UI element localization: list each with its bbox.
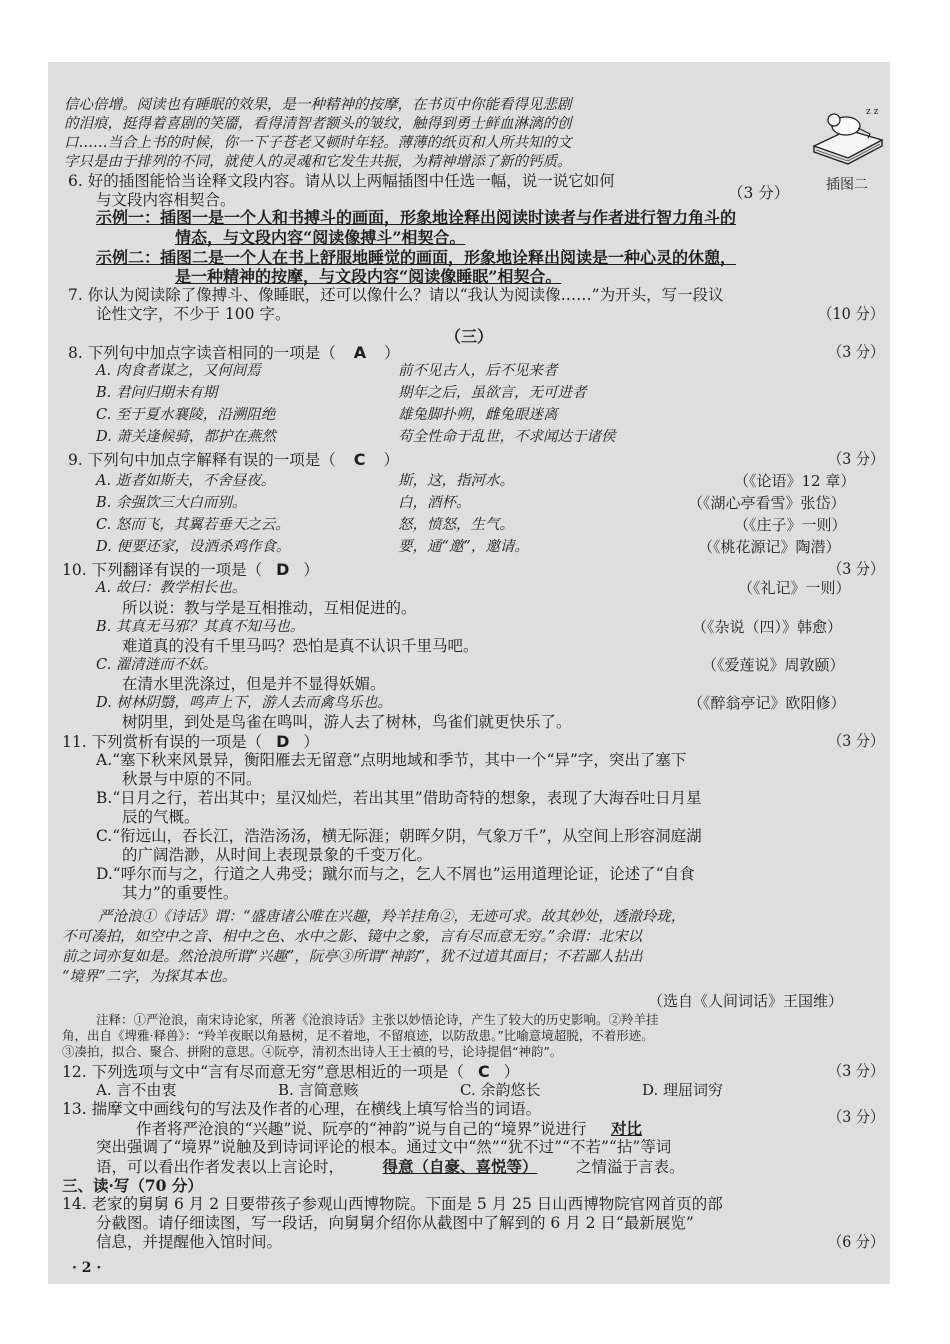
q10-option-translation: 树阴里，到处是鸟雀在鸣叫，游人去了树林，鸟雀们就更快乐了。 bbox=[122, 713, 572, 731]
book-sleeper-illustration bbox=[808, 100, 886, 168]
q10-stem bbox=[62, 560, 319, 580]
q9-option-gloss: 要，通“邀”，邀请。 bbox=[398, 539, 529, 555]
q9-score: （3 分） bbox=[828, 450, 885, 468]
q10-option-source: （《醉翁亭记》欧阳修） bbox=[688, 694, 846, 712]
q8-stem-text: 8. 下列句中加点字读音相同的一项是（ bbox=[68, 344, 336, 362]
q10-option-translation: 在清水里洗涤过，但是并不显得妖媚。 bbox=[122, 675, 386, 693]
q9-option: B. 余强饮三大白而别。 bbox=[96, 495, 247, 511]
q8-close: ） bbox=[384, 344, 400, 362]
q6-score: （3 分） bbox=[728, 184, 790, 202]
q11-answer: D bbox=[276, 732, 290, 751]
q9-stem bbox=[68, 450, 399, 470]
q14-stem: 14. 老家的舅舅 6 月 2 日要带孩子参观山西博物院。下面是 5 月 25 日山西博物院官网首页的部 bbox=[62, 1195, 723, 1213]
illustration-caption: 插图二 bbox=[826, 177, 868, 193]
q8-option-left: B. 君问归期未有期 bbox=[96, 385, 218, 401]
q12-score: （3 分） bbox=[828, 1062, 885, 1080]
q13-sentence-text: 作者将严沧浪的“兴趣”说、阮亭的“神韵”说与自己的“境界”说进行 bbox=[136, 1120, 587, 1138]
q11-stem bbox=[62, 732, 319, 752]
q9-option: D. 便要还家，设酒杀鸡作食。 bbox=[96, 539, 291, 555]
q8-option-left: D. 萧关逢候骑，都护在燕然 bbox=[96, 429, 276, 445]
q11-score: （3 分） bbox=[828, 732, 885, 750]
q6-example2-cont: 是一种精神的按摩，与文段内容“阅读像睡眠”相契合。 bbox=[175, 267, 562, 286]
section-three-header: （三） bbox=[444, 327, 493, 346]
q11-option: B.“日月之行，若出其中；星汉灿烂，若出其里”借助奇特的想象，表现了大海吞吐日月星 bbox=[96, 789, 702, 807]
q10-option: A. 故曰：教学相长也。 bbox=[96, 580, 247, 596]
q9-answer: C bbox=[353, 450, 366, 469]
q12-option: B. 言简意赅 bbox=[278, 1081, 359, 1099]
q13-blank2: 得意（自豪、喜悦等） bbox=[382, 1157, 538, 1176]
q12-option: C. 余韵悠长 bbox=[460, 1081, 541, 1099]
q8-option-right: 雄兔脚扑朔，雌兔眼迷离 bbox=[398, 407, 558, 423]
reading-note: 注释：①严沧浪，南宋诗论家，所著《沧浪诗话》主张以妙悟论诗，产生了较大的历史影响。②羚羊挂 bbox=[96, 1012, 659, 1027]
section-read-write-header: 三、读·写（70 分） bbox=[62, 1176, 203, 1195]
passage-line: 的泪痕，挺得着喜剧的笑靥，看得清智者额头的皱纹，触得到勇士鲜血淋漓的创 bbox=[64, 116, 572, 132]
q8-answer: A bbox=[353, 343, 367, 362]
q12-stem bbox=[62, 1062, 519, 1082]
q10-stem-text: 10. 下列翻译有误的一项是（ bbox=[62, 561, 263, 579]
exam-page bbox=[48, 62, 890, 1284]
q10-option-source: （《杂说（四）》韩愈） bbox=[692, 618, 843, 636]
passage-line: 信心倍增。阅读也有睡眠的效果，是一种精神的按摩，在书页中你能看得见悲剧 bbox=[64, 97, 572, 113]
q7-stem: 7. 你认为阅读除了像搏斗、像睡眠，还可以像什么？请以“我认为阅读像……”为开头，写一段议 bbox=[68, 286, 724, 304]
q9-option-gloss: 怒，愤怒，生气。 bbox=[398, 517, 514, 533]
q10-option-source: （《礼记》一则） bbox=[738, 579, 851, 597]
q6-example1: 示例一：插图一是一个人和书搏斗的画面，形象地诠释出阅读时读者与作者进行智力角斗的 bbox=[96, 208, 737, 227]
q12-option: D. 理屈词穷 bbox=[642, 1081, 724, 1099]
q13-sentence-tail: 之情溢于言表。 bbox=[576, 1158, 685, 1176]
q8-option-right: 期年之后，虽欲言，无可进者 bbox=[398, 385, 587, 401]
q9-option-source: （《庄子》一则） bbox=[734, 516, 847, 534]
q10-close: ） bbox=[303, 561, 319, 579]
reading-line: 不可凑拍，如空中之音、相中之色、水中之影、镜中之象，言有尽而意无穷。”余谓：北宋以 bbox=[62, 929, 643, 945]
q10-answer: D bbox=[276, 560, 290, 579]
q11-option-cont: 其力”的重要性。 bbox=[122, 884, 239, 902]
q9-option-gloss: 斯，这，指河水。 bbox=[398, 473, 514, 489]
q11-option-cont: 的广阔浩渺，从时间上表现景象的千变万化。 bbox=[122, 846, 433, 864]
q11-option-cont: 辰的气概。 bbox=[122, 808, 200, 826]
q10-option-translation: 难道真的没有千里马吗？恐怕是真不认识千里马吧。 bbox=[122, 637, 479, 655]
q13-stem: 13. 揣摩文中画线句的写法及作者的心理，在横线上填写恰当的词语。 bbox=[62, 1100, 542, 1118]
reading-note: 角，出自《埤雅·释兽》：“羚羊夜眠以角悬树，足不着地，不留痕迹，以防敌患。”比喻意境超脱，不着形迹。 bbox=[62, 1028, 654, 1043]
q7-score: （10 分） bbox=[818, 305, 885, 323]
q11-option: A.“塞下秋来风景异，衡阳雁去无留意”点明地域和季节，其中一个“异”字，突出了塞下 bbox=[96, 751, 687, 769]
q12-answer: C bbox=[477, 1062, 490, 1081]
reading-note: ③凑拍，拟合、聚合、拼附的意思。④阮亭，清初杰出诗人王士禛的号，论诗提倡“神韵”。 bbox=[62, 1044, 563, 1059]
q10-score: （3 分） bbox=[828, 560, 885, 578]
q6-example1-cont: 情态，与文段内容“阅读像搏斗”相契合。 bbox=[175, 228, 466, 247]
q9-close: ） bbox=[383, 451, 399, 469]
reading-line: “境界”二字，为探其本也。 bbox=[62, 969, 237, 985]
q6-stem-cont: 与文段内容相契合。 bbox=[96, 191, 236, 209]
q14-stem-cont: 信息，并提醒他入馆时间。 bbox=[96, 1233, 283, 1251]
q11-option-cont: 秋景与中原的不同。 bbox=[122, 770, 262, 788]
q9-option-source: （《湖心亭看雪》张岱） bbox=[688, 494, 846, 512]
q8-option-left: A. 肉食者谋之，又何间焉 bbox=[96, 363, 261, 379]
passage-line: 字只是由于排列的不同，就使人的灵魂和它发生共振，为精神增添了新的钙质。 bbox=[64, 154, 572, 170]
q13-sentence-end bbox=[96, 1157, 685, 1177]
q10-option: B. 其真无马邪？其真不知马也。 bbox=[96, 619, 305, 635]
q11-option: C.“衔远山，吞长江，浩浩汤汤，横无际涯；朝晖夕阴，气象万千”，从空间上形容洞庭湖 bbox=[96, 827, 702, 845]
reading-line: 严沧浪①《诗话》谓：“盛唐诸公唯在兴趣，羚羊挂角②，无迹可求。故其妙处，透澈玲珑， bbox=[98, 909, 686, 925]
q13-sentence-cont: 突出强调了“境界”说触及到诗词评论的根本。通过文中“然”“犹不过”“不若”“拈”等词 bbox=[96, 1138, 672, 1156]
page-number: · 2 · bbox=[72, 1260, 102, 1276]
q13-sentence bbox=[136, 1119, 667, 1139]
q11-stem-text: 11. 下列赏析有误的一项是（ bbox=[62, 733, 263, 751]
q13-score: （3 分） bbox=[828, 1108, 885, 1126]
q10-option-source: （《爱莲说》周敦颐） bbox=[702, 656, 845, 674]
q6-example2: 示例二：插图二是一个人在书上舒服地睡觉的画面，形象地诠释出阅读是一种心灵的休憩， bbox=[96, 248, 737, 267]
q9-stem-text: 9. 下列句中加点字解释有误的一项是（ bbox=[68, 451, 336, 469]
q9-option: C. 怒而飞，其翼若垂天之云。 bbox=[96, 517, 290, 533]
q13-blank1: 对比 bbox=[611, 1119, 643, 1138]
q11-close: ） bbox=[303, 733, 319, 751]
q9-option-source: （《论语》12 章） bbox=[734, 472, 856, 490]
q9-option: A. 逝者如斯夫，不舍昼夜。 bbox=[96, 473, 276, 489]
q8-option-right: 苟全性命于乱世，不求闻达于诸侯 bbox=[398, 429, 616, 445]
reading-line: 前之词亦复如是。然沧浪所谓“兴趣”，阮亭③所谓“神韵”，犹不过道其面目；不若鄙人拈出 bbox=[62, 949, 643, 965]
q14-score: （6 分） bbox=[828, 1233, 885, 1251]
q11-option: D.“呼尔而与之，行道之人弗受；蹴尔而与之，乞人不屑也”运用道理论证，论述了“自食 bbox=[96, 865, 695, 883]
q14-stem-cont: 分截图。请仔细读图，写一段话，向舅舅介绍你从截图中了解到的 6 月 2 日“最新展览” bbox=[96, 1214, 694, 1232]
q7-stem-cont: 论性文字，不少于 100 字。 bbox=[96, 305, 291, 323]
q9-option-source: （《桃花源记》陶潜） bbox=[698, 538, 841, 556]
q10-option-translation: 所以说：教与学是互相推动，互相促进的。 bbox=[122, 599, 417, 617]
svg-text:z z: z z bbox=[866, 107, 879, 117]
q10-option: C. 濯清涟而不妖。 bbox=[96, 657, 218, 673]
q12-stem-text: 12. 下列选项与文中“言有尽而意无穷”意思相近的一项是（ bbox=[62, 1063, 464, 1081]
q8-option-left: C. 至于夏水襄陵，沿溯阻绝 bbox=[96, 407, 276, 423]
q9-option-gloss: 白，酒杯。 bbox=[398, 495, 471, 511]
reading-source: （选自《人间词话》王国维） bbox=[648, 992, 844, 1010]
q6-stem: 6. 好的插图能恰当诠释文段内容。请从以上两幅插图中任选一幅，说一说它如何 bbox=[68, 172, 615, 190]
q12-close: ） bbox=[503, 1063, 520, 1081]
q8-option-right: 前不见古人，后不见来者 bbox=[398, 363, 558, 379]
q13-sentence-end-text: 语，可以看出作者发表以上言论时， bbox=[96, 1158, 345, 1176]
passage-line: 口……当合上书的时候，你一下子苍老又顿时年轻。薄薄的纸页和人所共知的文 bbox=[64, 135, 572, 151]
q10-option: D. 树林阴翳，鸣声上下，游人去而禽鸟乐也。 bbox=[96, 695, 392, 711]
q8-score: （3 分） bbox=[828, 343, 885, 361]
q12-option: A. 言不由衷 bbox=[96, 1081, 177, 1099]
q8-stem bbox=[68, 343, 400, 363]
